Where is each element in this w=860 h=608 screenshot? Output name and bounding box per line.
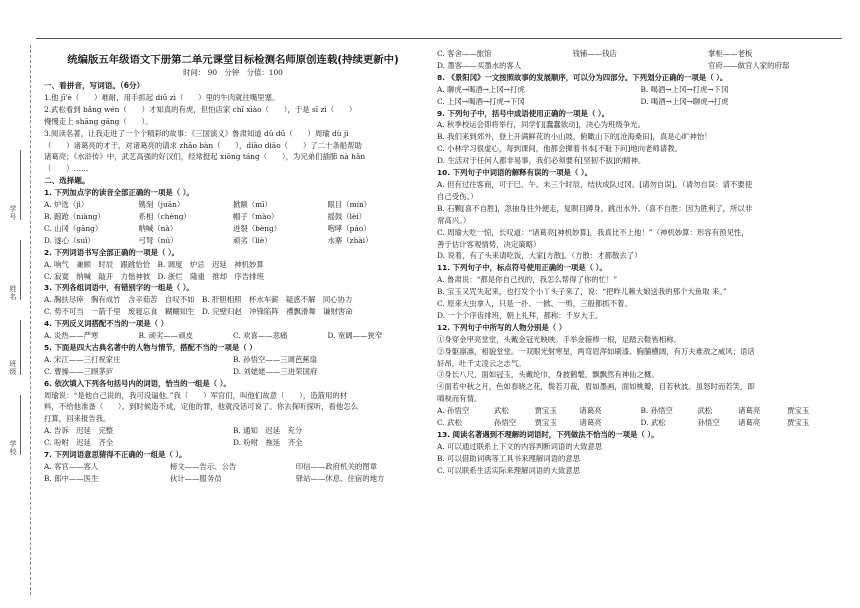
question-3-options-cd: C. 势不可当 一箭千里 废寝忘食 糊糊知生 D. 完壁归赵 冲锋陷阵 禮飘滑舞 谦财害命: [44, 307, 353, 317]
school-label: 学校: [9, 440, 17, 456]
question-6-passage-cont: 料，不给他准备（ ）。到时候造不成，定他的罪，他就没话可说了。你去探听探听，看他怎么: [44, 402, 359, 412]
question-10-option-b-cont: 常高兴。）: [437, 215, 471, 225]
question-7-option-b: B. 郎中——医生 伙计——服务员 驿站——休息、住宿的地方: [44, 473, 385, 483]
question-3-options-ab: A. 胸扶尽瘁 胸有成竹 含辛茹苦 自叹不如 B. 肝胆相照 杯水车薪 疑惑不解 同心协力: [44, 295, 353, 305]
pinyin-item-3: 3.阅读名著，让我走进了一个个精彩的故事：《三国演义》鲁肃知道 dū dū（ ）周瑜 dù jì: [44, 128, 349, 138]
section-1-heading: 一、看拼音，写词语。（6分）: [44, 81, 145, 90]
question-12: 12. 下列句子中所写的人物分别是（ ）: [437, 322, 567, 332]
question-4: 4. 下列反义词搭配不当的一项是（ ）: [44, 319, 168, 329]
question-7-option-d: D. 墨客——买墨水的客人 官府——做官人家的府邸: [437, 60, 790, 70]
question-8-options-ab: A. 聊虎→喝酒→上冈→打虎 B. 喝酒→上冈→打虎→下冈: [437, 84, 729, 94]
question-4-options: A. 炎热——严寒 B. 顽劣——顽皮 C. 欢喜——悲痛 D. 宽阔——狭窄: [44, 331, 383, 341]
question-5-options-ab: A. 宋江——三打祝家庄 B. 孙悟空——三调芭蕉扇: [44, 354, 318, 364]
question-8-options-cd: C. 上冈→喝酒→打虎→下冈 D. 喝酒→上冈→聊虎→打虎: [437, 96, 729, 106]
school-blank: [20, 395, 22, 455]
question-12-passage-4: ④面若中秋之月，色如春晓之花，鬓若刀裁，眉如墨画，面如桃瓣，目若秋波。虽怒时而若笑，即: [437, 382, 755, 392]
cut-line: [30, 45, 31, 595]
exam-meta: 时间： 90 分钟 分值：100: [183, 68, 283, 77]
top-rule: [36, 38, 842, 39]
question-10-option-b: B. 石颗[喜不自胜]，忽抽身往外便走，复瞑目蹲身，跳出水外。（喜不自胜：因为胜利了，所以非: [437, 203, 753, 213]
left-column: [44, 48, 422, 485]
question-1: 1. 下列加点字的读音全部正确的一项是（ ）。: [44, 188, 194, 198]
question-12-passage-3: ③身长八尺，面如冠玉，头戴纶巾，身披鹤氅，飘飘然有神仙之概。: [437, 370, 659, 380]
question-12-passage-2: ②身躯凛凛，相貌堂堂。一双眼光射寒星，两弯眉浑如刷漆。胸脯横阔，有万夫难敌之威风；语话: [437, 346, 755, 356]
right-column: [437, 48, 844, 477]
question-1-option-a: A. 炉选（jì） 镌刻（juān） 掀额（mī） 眼目（mín）: [44, 200, 372, 210]
class-blank: [20, 320, 22, 375]
name-label: 姓名: [9, 285, 17, 301]
question-12-options-cd: C. 武松 孙悟空 贾宝玉 诸葛亮 D. 武松 孙悟空 诸葛亮 贾宝玉: [437, 418, 810, 428]
class-label: 班级: [9, 360, 17, 376]
question-12-options-ab: A. 孙悟空 武松 贾宝玉 诸葛亮 B. 孙悟空 武松 诸葛亮 贾宝玉: [437, 406, 810, 416]
question-2-options-cd: C. 寂寞 纳喊 敲开 力偕神彼 D. 浙烂 隆重 推却 序告排班: [44, 271, 264, 281]
question-6: 6. 依次填入下列各句括号内的词语，恰当的一组是（ ）。: [44, 378, 231, 388]
question-12-passage-2-cont: 轩昂，吐千丈凌云之志气。: [437, 358, 526, 368]
pinyin-item-3-cont: 诸葛亮；《水浒传》中，武艺高强的好汉们，经常挺起 xiōng táng（ ），为兄弟们插肺 nà hǎn: [44, 152, 366, 162]
pinyin-item-3-cont: （ ）诸葛亮的才干，对诸葛亮的请求 zhāo bàn（ ），diāo diāo（ ）了二十条船帮助: [44, 140, 362, 150]
student-id-label: 学号: [9, 205, 17, 221]
pinyin-item-1: 1.他 jī'è（ ）难耐，用手抓起 diū zì（ ）里的牛肉就往嘴里塞。: [44, 92, 280, 102]
question-2-options-ab: A. 响气 兼顾 时辰 跟跳恰恰 B. 调度 炉忌 迟延 神机妙算: [44, 259, 264, 269]
question-11: 11. 下列句子中，标点符号使用正确的一项是（ ）。: [437, 263, 607, 273]
question-10: 10. 下列句子中词语的解释有误的一项是（ ）。: [437, 168, 592, 178]
pinyin-item-2: 2.武松看到 bǎng wén（ ）才知真的有虎，但怕店家 chǐ xiào（ ），于是 sī zì（ ）: [44, 104, 357, 114]
question-7-option-a: A. 客官——客人 榜文——告示、公告 印信——政府机关的图章: [44, 462, 378, 471]
question-10-option-a: A. 但有过往客商，可于巳、午、未三个时辰，结伙成队过冈。[请勿自误]。（请勿自误：请不要使: [437, 179, 753, 189]
question-13-option-b: B. 可以借助词典等工具书来理解词语的意思: [437, 453, 581, 463]
question-5-options-cd: C. 曹操——三顾茅庐 D. 刘姥姥——三进荣国府: [44, 366, 318, 376]
question-6-options-cd: C. 吩咐 迟延 齐全 D. 吩咐 拖延 齐全: [44, 438, 303, 448]
question-7-option-c: C. 客舍——旅馆 钱铺——钱店 掌柜——老板: [437, 49, 753, 58]
question-12-passage-1: ①身穿金甲亮堂堂，头戴金冠光映映。手举金箍棒一根，足踏云鞋皆相称。: [437, 334, 681, 344]
page-title: 统编版五年级语文下册第二单元课堂目标检测名师原创连载(持续更新中): [67, 54, 399, 66]
pinyin-item-3-cont: （ ）……: [44, 164, 89, 174]
question-2: 2. 下列词语书写全部正确的一项是（ ）。: [44, 247, 180, 257]
question-8: 8. 《景阳冈》一文按照故事的发展顺序，可以分为四部分。下列划分正确的一项是（ ）。: [437, 72, 728, 82]
question-10-option-a-cont: 自己受伤。）: [437, 191, 478, 201]
question-6-passage: 周瑜说：“是他自己说的，我可没逼他。”我（ ）军官们，叫他们故意（ ），造箭用的材: [44, 390, 348, 400]
student-id-blank: [20, 150, 22, 220]
question-9-option-d: D. 生活对于任何人都非易事，我们必须要有[坚韧不拔]的精神。: [437, 156, 646, 166]
question-6-passage-cont: 打算，回来报告我。: [44, 414, 111, 424]
question-12-passage-4-cont: 嗔视而有情。: [437, 394, 482, 404]
question-1-option-d: D. 遂心（suì） 弓弩（nú） 顽劣（liè） 水寨（zhài）: [44, 235, 373, 245]
question-10-option-c: C. 周瑜大吃一惊，长叹道：“诸葛亮[神机妙算]，我真比不上他！”（神机妙算：形容有预见性，: [437, 227, 749, 237]
question-9-option-b: B. 我们来到郊外，登上开满鲜花的小山坡，俯瞰山下的[沧海桑田]，真是心旷神怡！: [437, 132, 712, 142]
question-5: 5. 下面是四大古典名著中的人物与情节，搭配不当的一项是（ ）: [44, 342, 257, 352]
question-13-option-c: C. 可以联系生活实际来理解词语的大致意思: [437, 465, 581, 475]
question-1-option-c: C. 山冈（gāng） 呐喊（nà） 迸裂（bèng） 咆哮（páo）: [44, 223, 371, 233]
question-9-option-c: C. 小林学习很虚心，每到课间，他都会撵着书本[不耻下问]地向老师请教。: [437, 144, 682, 154]
question-11-option-b: B. 宝玉又咒失起来，也打发个小丫头子来了，说：“把昨儿赖大娘送我的那个大鱼取 来。”: [437, 287, 727, 297]
question-1-option-b: B. 踉跄（niàng） 系相（chèng） 帽子（mào） 摇鼓（lèi）: [44, 211, 367, 221]
question-3: 3. 下列各组词语中，有错别字的一组是（ ）。: [44, 283, 194, 293]
question-9-option-a: A. 秋季校运会即将举行，同学们[蠢蠢欲动]，决心为班级争光。: [437, 120, 645, 130]
question-13-option-a: A. 可以通过联系上下文的内容判断词语的大致意思: [437, 441, 603, 451]
question-7: 7. 下列词语意思猜得不正确的一组是（ ）。: [44, 450, 187, 460]
question-13: 13. 阅读名著遇到不理解的词语时，下列做法不恰当的一项是（ ）。: [437, 430, 659, 439]
question-11-option-d: D. 一个个序齿排班，朝上礼拜，都称：千岁大王。: [437, 310, 603, 320]
question-10-option-d: D. 说着，有了头来请吃饭，大家[方散]。（方散：才都散去了）: [437, 251, 642, 261]
binding-margin: [0, 0, 38, 608]
name-blank: [20, 240, 22, 300]
question-11-option-c: C. 原来大虫拿人，只是一扑、一掀、一剪，三般都抓不着。: [437, 299, 632, 309]
question-11-option-a: A. 鲁肃说：“都是你自己找的，我怎么帮得了你的忙！”: [437, 275, 618, 285]
question-9: 9. 下列句子中，括号中成语使用正确的一项是（ ）。: [437, 108, 609, 118]
section-2-heading: 二、选择题。: [44, 176, 90, 186]
question-10-option-c-cont: 善于估计客观情势，决定策略）: [437, 239, 541, 249]
pinyin-item-2-cont: 慢慢走上 shāng gāng（ ）。: [44, 116, 153, 126]
question-6-options-ab: A. 告诉 迟延 完整 B. 通知 迟延 充分: [44, 426, 303, 436]
